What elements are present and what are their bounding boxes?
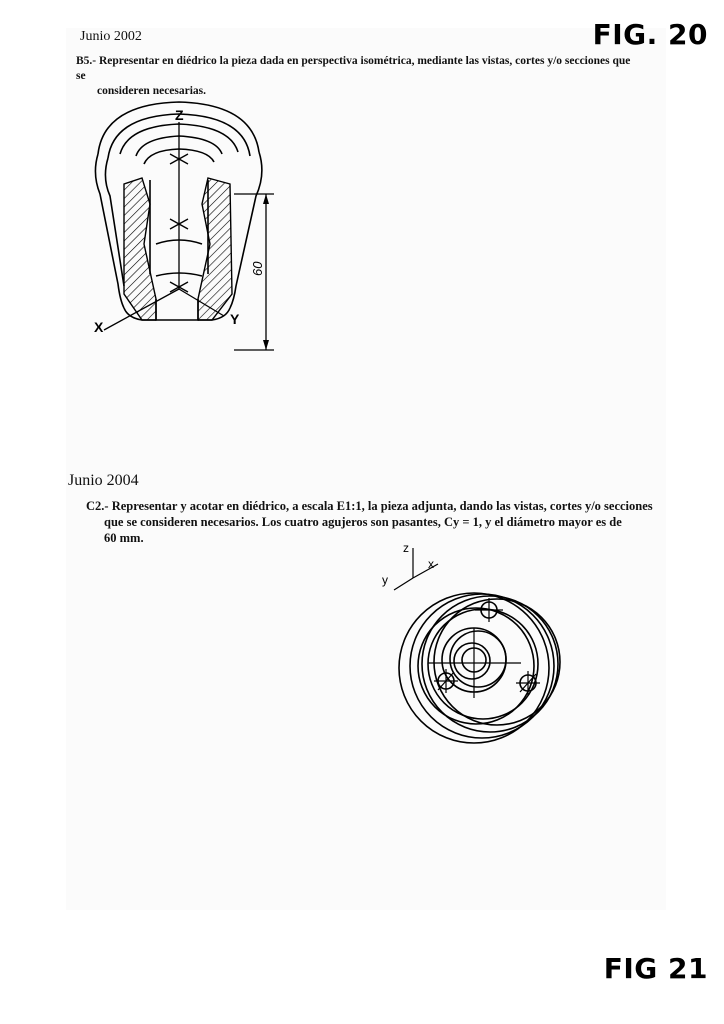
b5-number: B5.- (76, 55, 97, 67)
c2-axis-y: y (382, 573, 388, 587)
b5-statement (76, 54, 636, 99)
c2-line3: 60 mm. (104, 531, 144, 545)
c2-axis-x: x (428, 557, 434, 571)
b5-line2: consideren necesarias. (97, 85, 207, 97)
c2-number: C2.- (86, 499, 109, 513)
c2-line1: Representar y acotar en diédrico, a escala E1:1, la pieza adjunta, dando las vistas, cortes y/o secciones (111, 499, 653, 513)
fig-20-label: FIG. 20 (592, 18, 708, 51)
c2-isometric-drawing (376, 538, 606, 744)
fig-21-label: FIG 21 (603, 952, 708, 985)
c2-date: Junio 2004 (68, 472, 139, 489)
c2-line2: que se consideren necesarios. Los cuatro agujeros son pasantes, Cy = 1, y el diámetro mayor es de (104, 515, 622, 529)
b5-axis-z: Z (175, 107, 184, 123)
b5-isometric-drawing (84, 94, 294, 364)
b5-axis-y: Y (230, 311, 240, 327)
b5-axis-x: X (94, 319, 104, 335)
c2-axis-z: z (403, 541, 409, 555)
b5-line1: Representar en diédrico la pieza dada en perspectiva isométrica, mediante las vistas, cortes y/o secciones que se (76, 55, 631, 82)
b5-dimension-60: 60 (250, 261, 265, 276)
b5-date: Junio 2002 (80, 29, 142, 44)
